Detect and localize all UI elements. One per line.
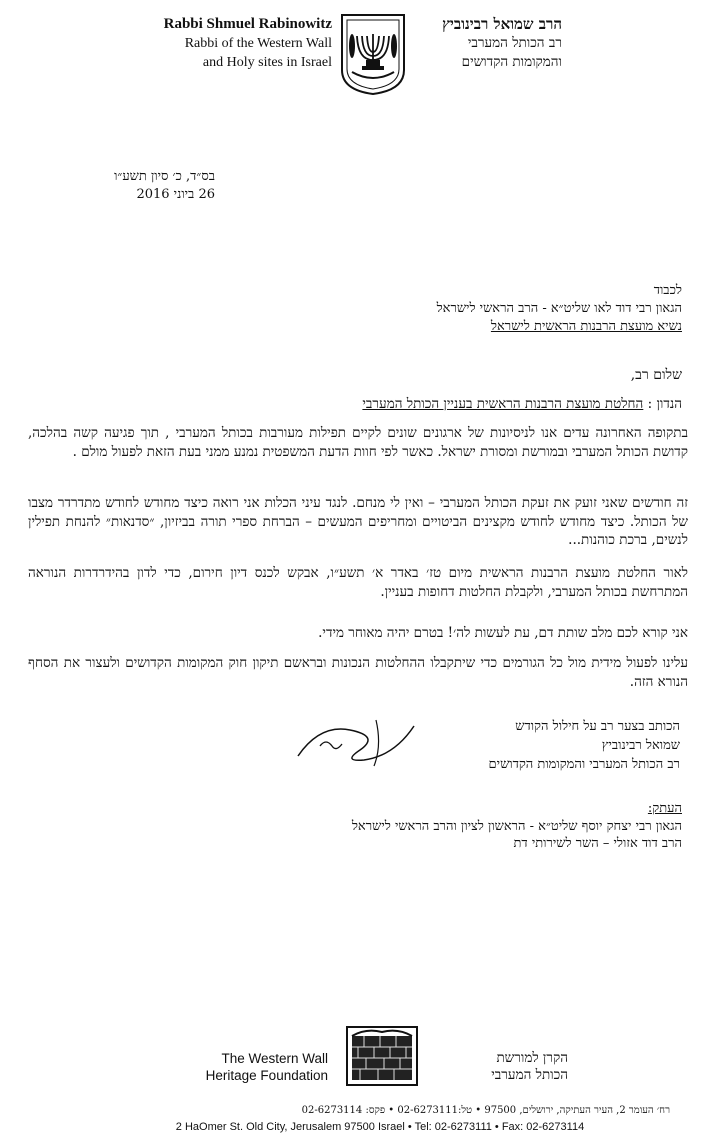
footer-address-hebrew: רח׳ העומר 2, העיר העתיקה, ירושלים, 97500 • טל:02-6273111 • פקס: 02-6273114 (301, 1105, 670, 1116)
gregorian-date: 26 ביוני 2016 (136, 187, 215, 202)
letterhead-hebrew (414, 14, 562, 72)
body-paragraph-2: זה חודשים שאני זועק את זעקת הכותל המערבי – ואין לי מנחם. לנגד עיני הכלות אני רואה כיצד מחודש לחודש מתדרדר מצבו של הכותל. כיצד מחודש לחודש מקצינים הביטויים ומחריפים המעשים – הברחת ספרי תורה בביזיון, ״סדנאות״ להנחת תפילין לנשים, ברכת כוהנות... (28, 495, 688, 548)
hebrew-date: בס״ד, כ׳ סיון תשע״ו (114, 169, 215, 184)
foundation-name-english-2: Heritage Foundation (205, 1068, 328, 1083)
footer-hebrew (428, 1050, 568, 1084)
body-paragraph-3: לאור החלטת מועצת הרבנות הראשית מיום טז׳ באדר א׳ תשע״ו, אבקש לכנס דיון חירום, כדי לדון בהידרדרות הנוראה המתרחשת בכותל המערבי, ולקבלת החלטות דחופות בעניין. (28, 565, 688, 600)
rabbi-title-hebrew-1: רב הכותל המערבי (467, 35, 562, 51)
body-paragraph-1: בתקופה האחרונה עדים אנו לניסיונות של ארגונים שונים לקיים תפילות מעורבות בכותל המערבי , תוך פגיעה קשה בהלכה, קדושת הכותל המערבי ובמורשת ומסורת ישראל. כאשר לפי חוות הדעת המשפטית נמנע ממני בעת הזאת לפעול מולם . (28, 425, 688, 460)
addressee-salutation: לכבוד (653, 283, 682, 298)
body-paragraph-4: אני קורא לכם מלב שותת דם, עת לעשות לה׳! בטרם יהיה מאוחר מידי. (318, 625, 688, 641)
rabbi-title-english-1: Rabbi of the Western Wall (184, 36, 332, 51)
subject-text: החלטת מועצת הרבנות הראשית בעניין הכותל המערבי (362, 396, 644, 412)
foundation-name-hebrew-2: הכותל המערבי (491, 1067, 568, 1083)
letterhead-english (120, 14, 332, 72)
signature-title: רב הכותל המערבי והמקומות הקדושים (488, 757, 680, 772)
signature-name: שמואל רבינוביץ (601, 738, 680, 753)
addressee-title: נשיא מועצת הרבנות הראשית לישראל (490, 319, 682, 334)
cc-recipient-2: הרב דוד אזולי – השר לשירותי דת (513, 836, 682, 851)
addressee-name: הגאון רבי דוד לאו שליט״א - הרב הראשי לישראל (436, 301, 682, 316)
rabbi-title-hebrew-2: והמקומות הקדושים (461, 54, 562, 70)
addressee-block (82, 282, 682, 336)
foundation-name-english-1: The Western Wall (221, 1051, 328, 1066)
cc-label: העתק: (647, 801, 682, 816)
western-wall-logo-icon (346, 1026, 418, 1086)
cc-recipient-1: הגאון רבי יצחק יוסף שליט״א - הראשון לציון והרב הראשי לישראל (351, 818, 682, 834)
cc-block (42, 800, 682, 853)
rabbi-name-english: Rabbi Shmuel Rabinowitz (163, 16, 332, 32)
menorah-emblem-icon (338, 12, 408, 96)
signature-closing: הכותב בצער רב על חילול הקודש (515, 719, 680, 734)
footer-address-english: 2 HaOmer St. Old City, Jerusalem 97500 Israel • Tel: 02-6273111 • Fax: 02-6273114 (175, 1121, 585, 1133)
greeting: שלום רב, (630, 367, 682, 383)
rabbi-title-english-2: and Holy sites in Israel (202, 55, 332, 70)
signature-block (210, 717, 680, 774)
body-paragraph-5: עלינו לפעול מידית מול כל הגורמים כדי שיתקבלו ההחלטות הנכונות ובראשם תיקון חוק המקומות הקדושים ולעצור את הסחף הנורא הזה. (28, 655, 688, 690)
footer-english (182, 1050, 328, 1084)
subject-line (42, 396, 682, 412)
foundation-name-hebrew-1: הקרן למורשת (496, 1050, 568, 1066)
letter-date (25, 168, 215, 204)
subject-label: הנדון : (647, 396, 682, 412)
rabbi-name-hebrew: הרב שמואל רבינוביץ (442, 15, 562, 33)
